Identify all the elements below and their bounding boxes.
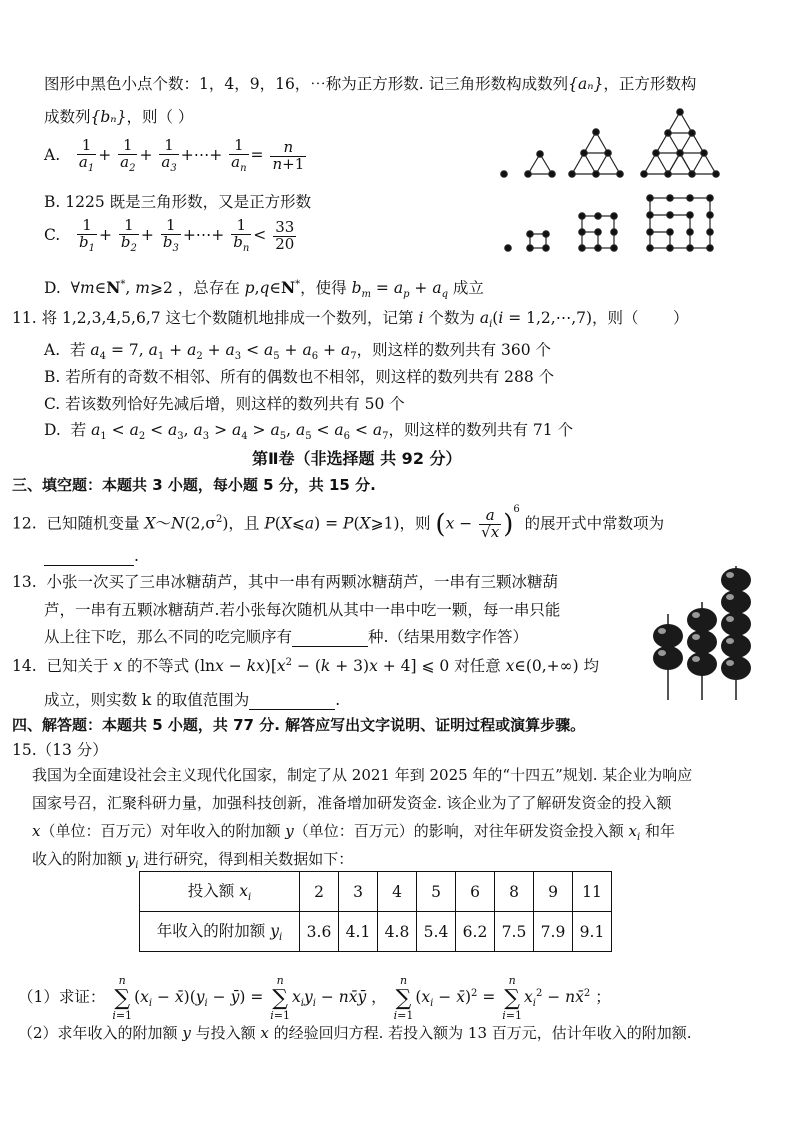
q15-paragraph-2: 国家号召，汇聚科研力量，加强科技创新，准备增加研发资金. 该企业为了了解研发资金的投入额 xyxy=(32,794,672,812)
table-cell: 8 xyxy=(495,872,534,912)
table-cell: 4 xyxy=(378,872,417,912)
q13-answer-blank[interactable] xyxy=(292,628,368,647)
table-header-income: 年收入的附加额 $y_i$ xyxy=(140,912,300,952)
q14-line2: 成立，则实数 k 的取值范围为 . xyxy=(44,691,341,709)
q15-subquestion-1: （1）求证： n ∑ i=1 ($x_i$ − $x̄)(y_i$ − ȳ) = n ∑ i=1 $x_iy_i$ − nx̄ȳ ， n ∑ i=1 ($x_i$ − x̄)$^2$ = n ∑ i=1 $x_i^2$ − nx̄$^2$ ； xyxy=(18,974,611,1022)
q11-option-a: A. 若 $a_4 = 7$, $a_1 + a_2 + a_3 < a_5 + a_6 + a_7$，则这样的数列共有 360 个 xyxy=(44,341,552,363)
q13-line1: 13. 小张一次买了三串冰糖葫芦，其中一串有两颗冰糖葫芦，一串有三颗冰糖葫 xyxy=(12,573,559,591)
seq-b: {bₙ} xyxy=(90,108,127,126)
q14-answer-blank[interactable] xyxy=(249,691,335,710)
q10-stem-line1: 图形中黑色小点个数：1，4，9，16，⋯称为正方形数. 记三角形数构成数列{aₙ}，正方形数构 xyxy=(44,75,697,93)
table-cell: 3 xyxy=(339,872,378,912)
table-cell: 11 xyxy=(573,872,612,912)
q11-option-c: C. 若该数列恰好先减后增，则这样的数列共有 50 个 xyxy=(44,395,405,413)
q10-option-d: D. ∀m∈N*, m⩾2 ，总存在 p,q∈N*，使得 $b_m = a_p + a_q$ 成立 xyxy=(44,278,484,301)
table-header-investment: 投入额 $x_i$ xyxy=(140,872,300,912)
q15-paragraph-4: 收入的附加额 $y_i$ 进行研究，得到相关数据如下： xyxy=(32,850,354,871)
q15-subquestion-2: （2）求年收入的附加额 y 与投入额 x 的经验回归方程. 若投入额为 13 百万元，估计年收入的附加额. xyxy=(18,1024,692,1042)
table-cell: 3.6 xyxy=(300,912,339,952)
candied-haws-figure xyxy=(650,562,760,702)
q10-option-b: B. 1225 既是三角形数，又是正方形数 xyxy=(44,193,312,211)
q14-line1: 14. 已知关于 x 的不等式 $(\ln x - kx)[x^2 - (k + 3)x + 4]$ ⩽ 0 对任意 x∈(0,+∞) 均 xyxy=(12,656,600,675)
q15-heading: 15.（13 分） xyxy=(12,741,108,759)
q13-line3: 从上往下吃，那么不同的吃完顺序有 种.（结果用数字作答） xyxy=(44,628,528,646)
q10-option-c: C. $\frac{1}{b_1}$ + $\frac{1}{b_2}$ + $\frac{1}{b_3}$ +⋯+ $\frac{1}{b_n}$ < $\frac{33}{20}$ xyxy=(44,216,295,254)
table-cell: 2 xyxy=(300,872,339,912)
table-cell: 5.4 xyxy=(417,912,456,952)
table-row-investment xyxy=(140,872,612,912)
q15-paragraph-1: 我国为全面建设社会主义现代化国家，制定了从 2021 年到 2025 年的“十四五”规划. 某企业为响应 xyxy=(32,766,693,784)
table-cell: 9.1 xyxy=(573,912,612,952)
table-cell: 4.1 xyxy=(339,912,378,952)
table-cell: 7.5 xyxy=(495,912,534,952)
q12-stem: 12. 已知随机变量 $X\sim N(2,\sigma^2)$，且 P(X⩽a) = P(X⩾1)，则 (x − $\frac{a}{√x}$ )$^6$ 的展开式中常数项为 xyxy=(12,504,665,541)
table-cell: 6 xyxy=(456,872,495,912)
q11-option-b: B. 若所有的奇数不相邻、所有的偶数也不相邻，则这样的数列共有 288 个 xyxy=(44,368,555,386)
q10-option-a: A. $\frac{1}{a_1}$ + $\frac{1}{a_2}$ + $\frac{1}{a_3}$ +⋯+ $\frac{1}{a_n}$ = $\frac{n}{n+1}$ xyxy=(44,136,305,174)
part2-title: 第Ⅱ卷（非选择题 共 92 分） xyxy=(252,449,462,468)
table-cell: 4.8 xyxy=(378,912,417,952)
table-cell: 9 xyxy=(534,872,573,912)
table-cell: 6.2 xyxy=(456,912,495,952)
table-row-income xyxy=(140,912,612,952)
q10-stem-line2: 成数列{bₙ}，则（ ） xyxy=(44,108,194,126)
q13-line2: 芦，一串有五颗冰糖葫芦.若小张每次随机从其中一串中吃一颗，每一串只能 xyxy=(44,601,561,619)
triangle-numbers-figure xyxy=(496,124,736,184)
q11-option-d: D. 若 $a_1 < a_2 < a_3$, $a_3 > a_4 > a_5$, $a_5 < a_6 < a_7$，则这样的数列共有 71 个 xyxy=(44,421,574,443)
table-cell: 7.9 xyxy=(534,912,573,952)
q15-paragraph-3: x（单位：百万元）对年收入的附加额 y（单位：百万元）的影响，对往年研发资金投入额 $x_i$ 和年 xyxy=(32,822,675,843)
q15-data-table xyxy=(139,871,612,952)
table-cell: 5 xyxy=(417,872,456,912)
seq-a: {aₙ} xyxy=(568,75,604,93)
q11-stem: 11. 将 1,2,3,4,5,6,7 这七个数随机地排成一个数列，记第 i 个数为 $a_i(i$ = 1,2,⋯,7)，则（ ） xyxy=(12,309,689,331)
q12-answer-blank[interactable]: . xyxy=(44,547,139,566)
square-numbers-figure xyxy=(500,196,730,258)
section-3-heading: 三、填空题：本题共 3 小题，每小题 5 分，共 15 分. xyxy=(12,476,376,494)
section-4-heading: 四、解答题：本题共 5 小题，共 77 分. 解答应写出文字说明、证明过程或演算步骤。 xyxy=(12,716,586,734)
